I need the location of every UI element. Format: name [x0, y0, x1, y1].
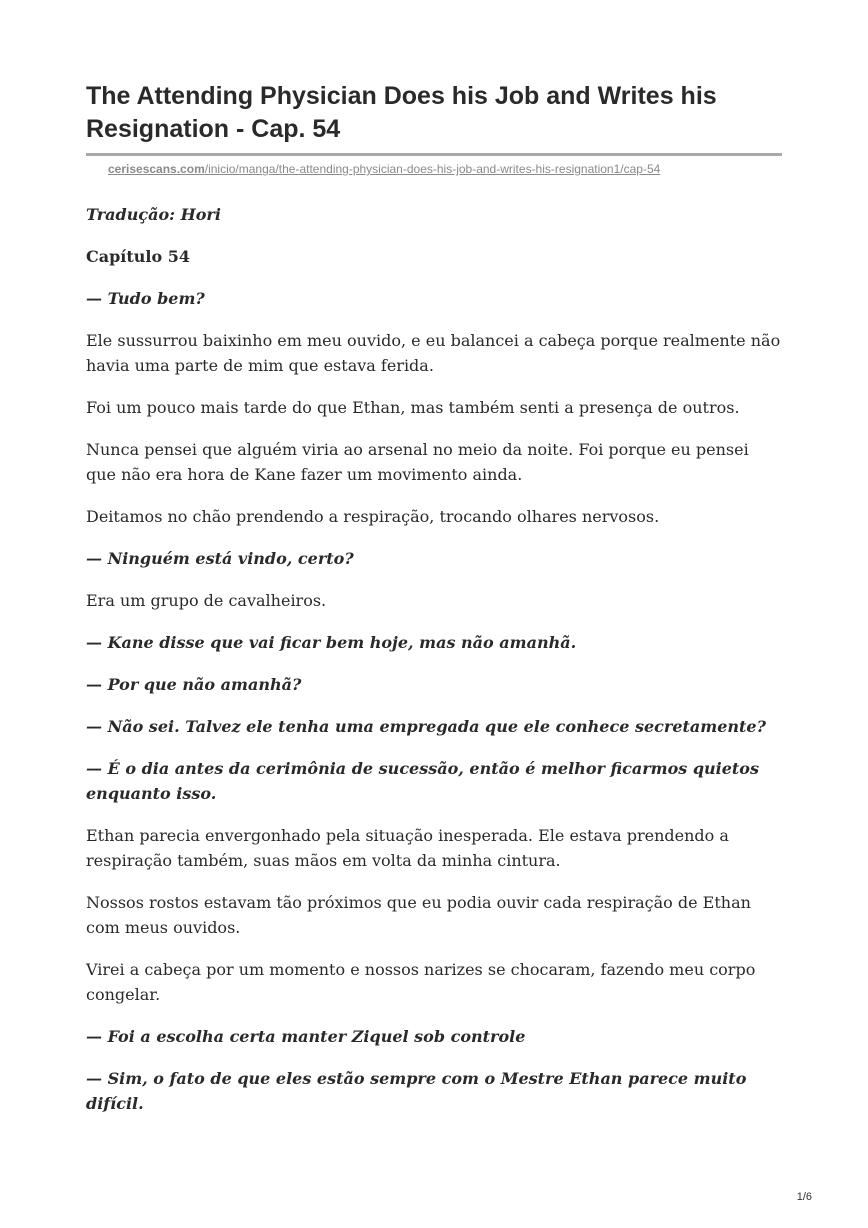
- paragraph: Ethan parecia envergonhado pela situação inesperada. Ele estava prendendo a respiração também, suas mãos em volta da minha cintura.: [86, 826, 729, 870]
- paragraph: Tradução: Hori: [86, 205, 221, 224]
- paragraph: Ele sussurrou baixinho em meu ouvido, e eu balancei a cabeça porque realmente não havia uma parte de mim que estava ferida.: [86, 331, 781, 375]
- page-title: The Attending Physician Does his Job and Writes his Resignation - Cap. 54: [86, 82, 717, 143]
- paragraph: — Kane disse que vai ficar bem hoje, mas não amanhã.: [86, 633, 577, 652]
- paragraph: Nunca pensei que alguém viria ao arsenal no meio da noite. Foi porque eu pensei que não era hora de Kane fazer um movimento ainda.: [86, 440, 749, 484]
- paragraph: Era um grupo de cavalheiros.: [86, 591, 327, 610]
- paragraph: Foi um pouco mais tarde do que Ethan, mas também senti a presença de outros.: [86, 398, 740, 417]
- chapter-body: [86, 202, 782, 1133]
- paragraph: — Não sei. Talvez ele tenha uma empregada que ele conhece secretamente?: [86, 717, 766, 736]
- source-link[interactable]: [108, 161, 660, 177]
- paragraph: — Por que não amanhã?: [86, 675, 302, 694]
- paragraph: — Foi a escolha certa manter Ziquel sob controle: [86, 1027, 526, 1046]
- paragraph: Deitamos no chão prendendo a respiração, trocando olhares nervosos.: [86, 507, 660, 526]
- title-divider: [86, 153, 782, 156]
- paragraph: Virei a cabeça por um momento e nossos narizes se chocaram, fazendo meu corpo congelar.: [86, 960, 756, 1004]
- paragraph: — Sim, o fato de que eles estão sempre com o Mestre Ethan parece muito difícil.: [86, 1069, 747, 1113]
- paragraph: Capítulo 54: [86, 247, 190, 266]
- source-domain: cerisescans.com: [108, 162, 205, 176]
- source-path: /inicio/manga/the-attending-physician-does-his-job-and-writes-his-resignation1/cap-54: [204, 162, 661, 176]
- paragraph: — É o dia antes da cerimônia de sucessão, então é melhor ficarmos quietos enquanto isso.: [86, 759, 759, 803]
- paragraph: — Ninguém está vindo, certo?: [86, 549, 354, 568]
- paragraph: Nossos rostos estavam tão próximos que eu podia ouvir cada respiração de Ethan com meus ouvidos.: [86, 893, 751, 937]
- page-number: 1/6: [796, 1191, 812, 1203]
- paragraph: — Tudo bem?: [86, 289, 205, 308]
